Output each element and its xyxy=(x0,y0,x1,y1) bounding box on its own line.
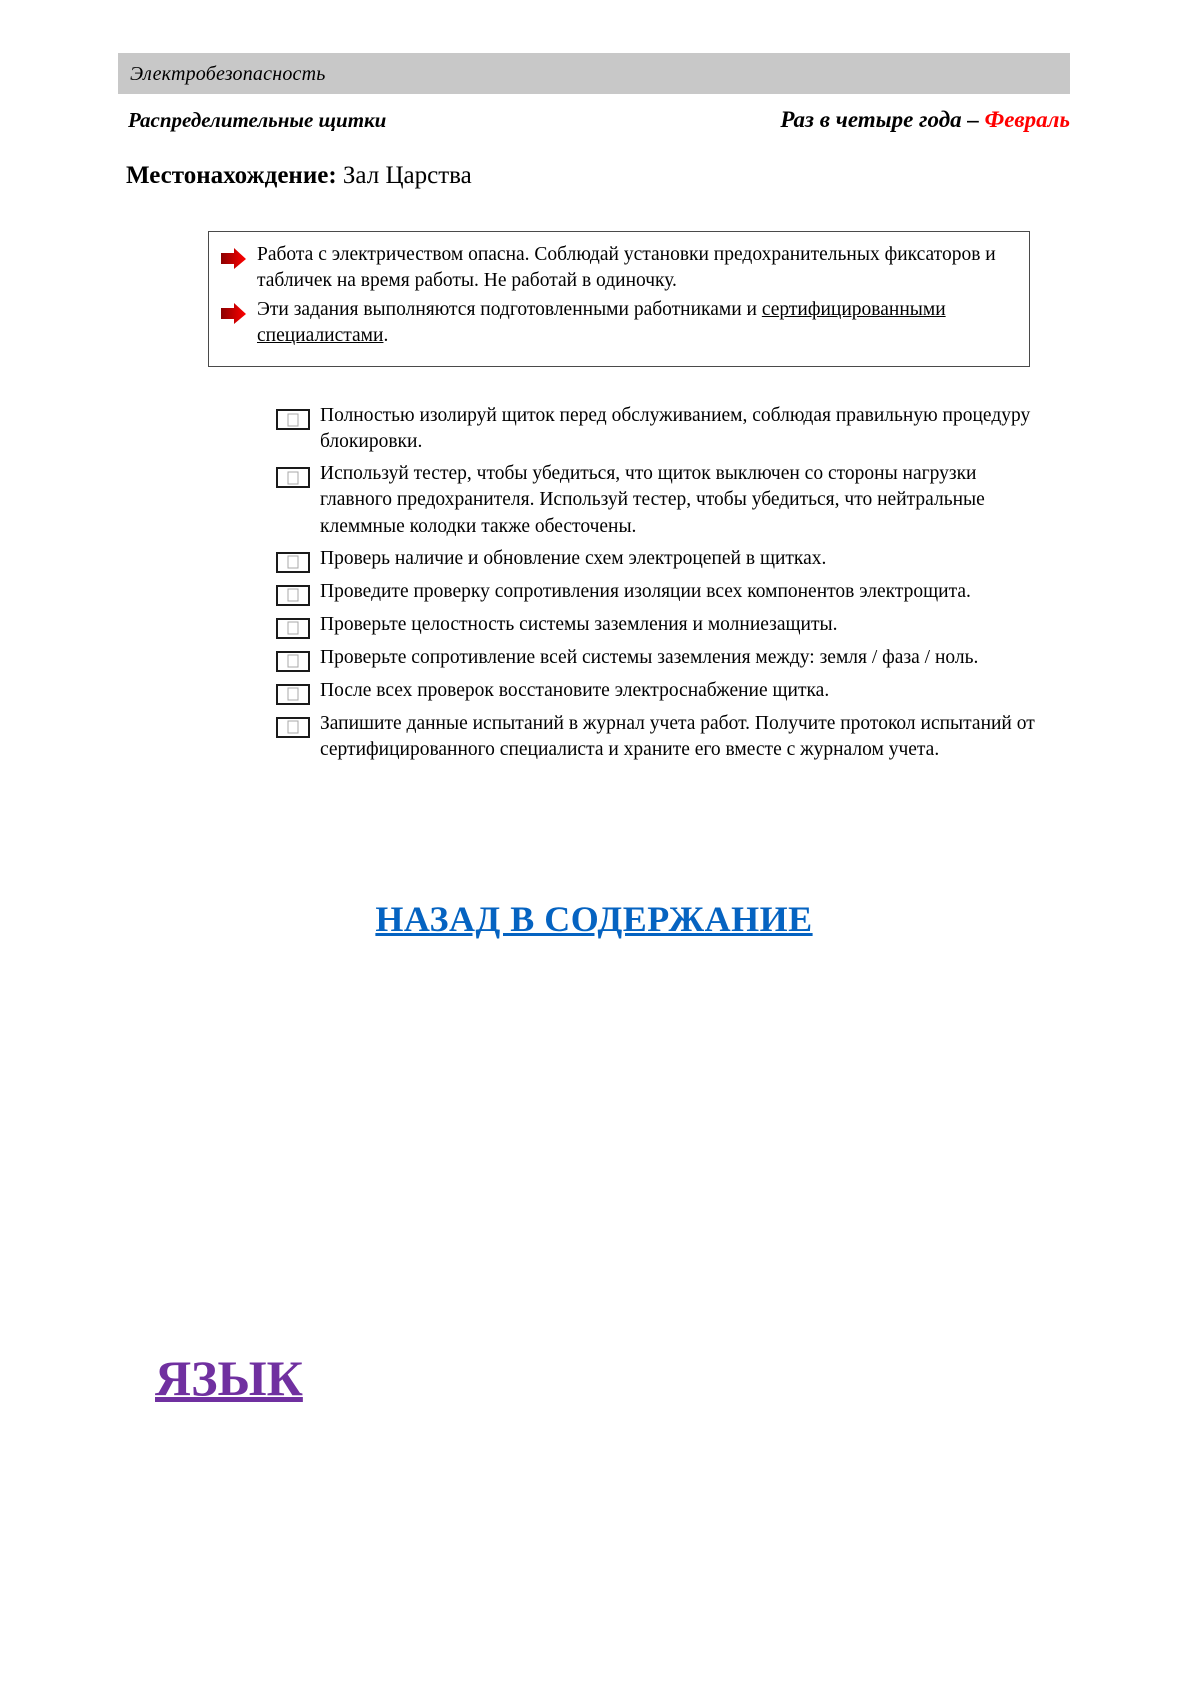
subheader-row xyxy=(118,107,1070,143)
checklist-item-label: Проверь наличие и обновление схем электроцепей в щитках. xyxy=(320,547,827,569)
header-band-title: Электробезопасность xyxy=(130,62,326,85)
empty-checkbox-icon[interactable] xyxy=(276,618,310,639)
checklist-item[interactable] xyxy=(276,461,1044,539)
warning-item xyxy=(221,242,1015,294)
empty-checkbox-icon[interactable] xyxy=(276,467,310,488)
frequency-month xyxy=(780,107,1070,133)
empty-checkbox-icon[interactable] xyxy=(276,651,310,672)
checklist-item-label: Проведите проверку сопротивления изоляции всех компонентов электрощита. xyxy=(320,580,971,602)
month-label: Февраль xyxy=(984,107,1070,132)
location-value: Зал Царства xyxy=(336,162,472,189)
empty-checkbox-icon[interactable] xyxy=(276,409,310,430)
language-link-container xyxy=(155,1349,303,1407)
language-link[interactable]: ЯЗЫК xyxy=(155,1350,303,1406)
checklist-item[interactable] xyxy=(276,678,1044,705)
empty-checkbox-icon[interactable] xyxy=(276,684,310,705)
red-arrow-icon xyxy=(221,303,247,325)
empty-checkbox-icon[interactable] xyxy=(276,585,310,606)
checklist-item-label: Проверьте целостность системы заземления и молниезащиты. xyxy=(320,613,838,635)
warning-text: Работа с электричеством опасна. Соблюдай установки предохранительных фиксаторов и табличек на время работы. Не работай в одиночку. xyxy=(257,244,996,291)
warning-item xyxy=(221,297,1015,349)
checklist-item[interactable] xyxy=(276,403,1044,455)
empty-checkbox-icon[interactable] xyxy=(276,552,310,573)
checklist-item-label: Используй тестер, чтобы убедиться, что щиток выключен со стороны нагрузки главного предохранителя. Используй тестер, чтобы убедиться, что нейтральные клеммные колодки также обесточены. xyxy=(320,463,985,537)
checklist-item[interactable] xyxy=(276,711,1044,763)
warning-text-after: . xyxy=(383,324,389,346)
safety-warning-box xyxy=(208,231,1030,367)
checklist-item-label: После всех проверок восстановите электроснабжение щитка. xyxy=(320,679,830,701)
checklist-item[interactable] xyxy=(276,546,1044,573)
warning-text-before: Эти задания выполняются подготовленными работниками и xyxy=(257,298,762,320)
checklist-item[interactable] xyxy=(276,645,1044,672)
back-to-contents-link[interactable]: НАЗАД В СОДЕРЖАНИЕ xyxy=(375,899,813,939)
empty-checkbox-icon[interactable] xyxy=(276,717,310,738)
checklist-item[interactable] xyxy=(276,612,1044,639)
checklist-item-label: Проверьте сопротивление всей системы заземления между: земля / фаза / ноль. xyxy=(320,646,979,668)
back-link-container xyxy=(118,898,1070,940)
location-label: Местонахождение: xyxy=(126,162,337,189)
checklist-item-label: Запишите данные испытаний в журнал учета работ. Получите протокол испытаний от сертифицированного специалиста и храните его вместе с журналом учета. xyxy=(320,712,1035,760)
red-arrow-icon xyxy=(221,248,247,270)
checklist-item-label: Полностью изолируй щиток перед обслуживанием, соблюдая правильную процедуру блокировки. xyxy=(320,405,1031,453)
frequency-separator: – xyxy=(961,107,985,132)
warning-text-underlined: сертифицированными специалистами xyxy=(257,298,946,346)
location-line xyxy=(126,162,472,190)
frequency-label: Раз в четыре года xyxy=(780,107,962,132)
checklist xyxy=(276,403,1044,769)
warning-text xyxy=(257,297,997,349)
checklist-item[interactable] xyxy=(276,579,1044,606)
section-title: Распределительные щитки xyxy=(128,108,387,132)
header-band xyxy=(118,53,1070,94)
